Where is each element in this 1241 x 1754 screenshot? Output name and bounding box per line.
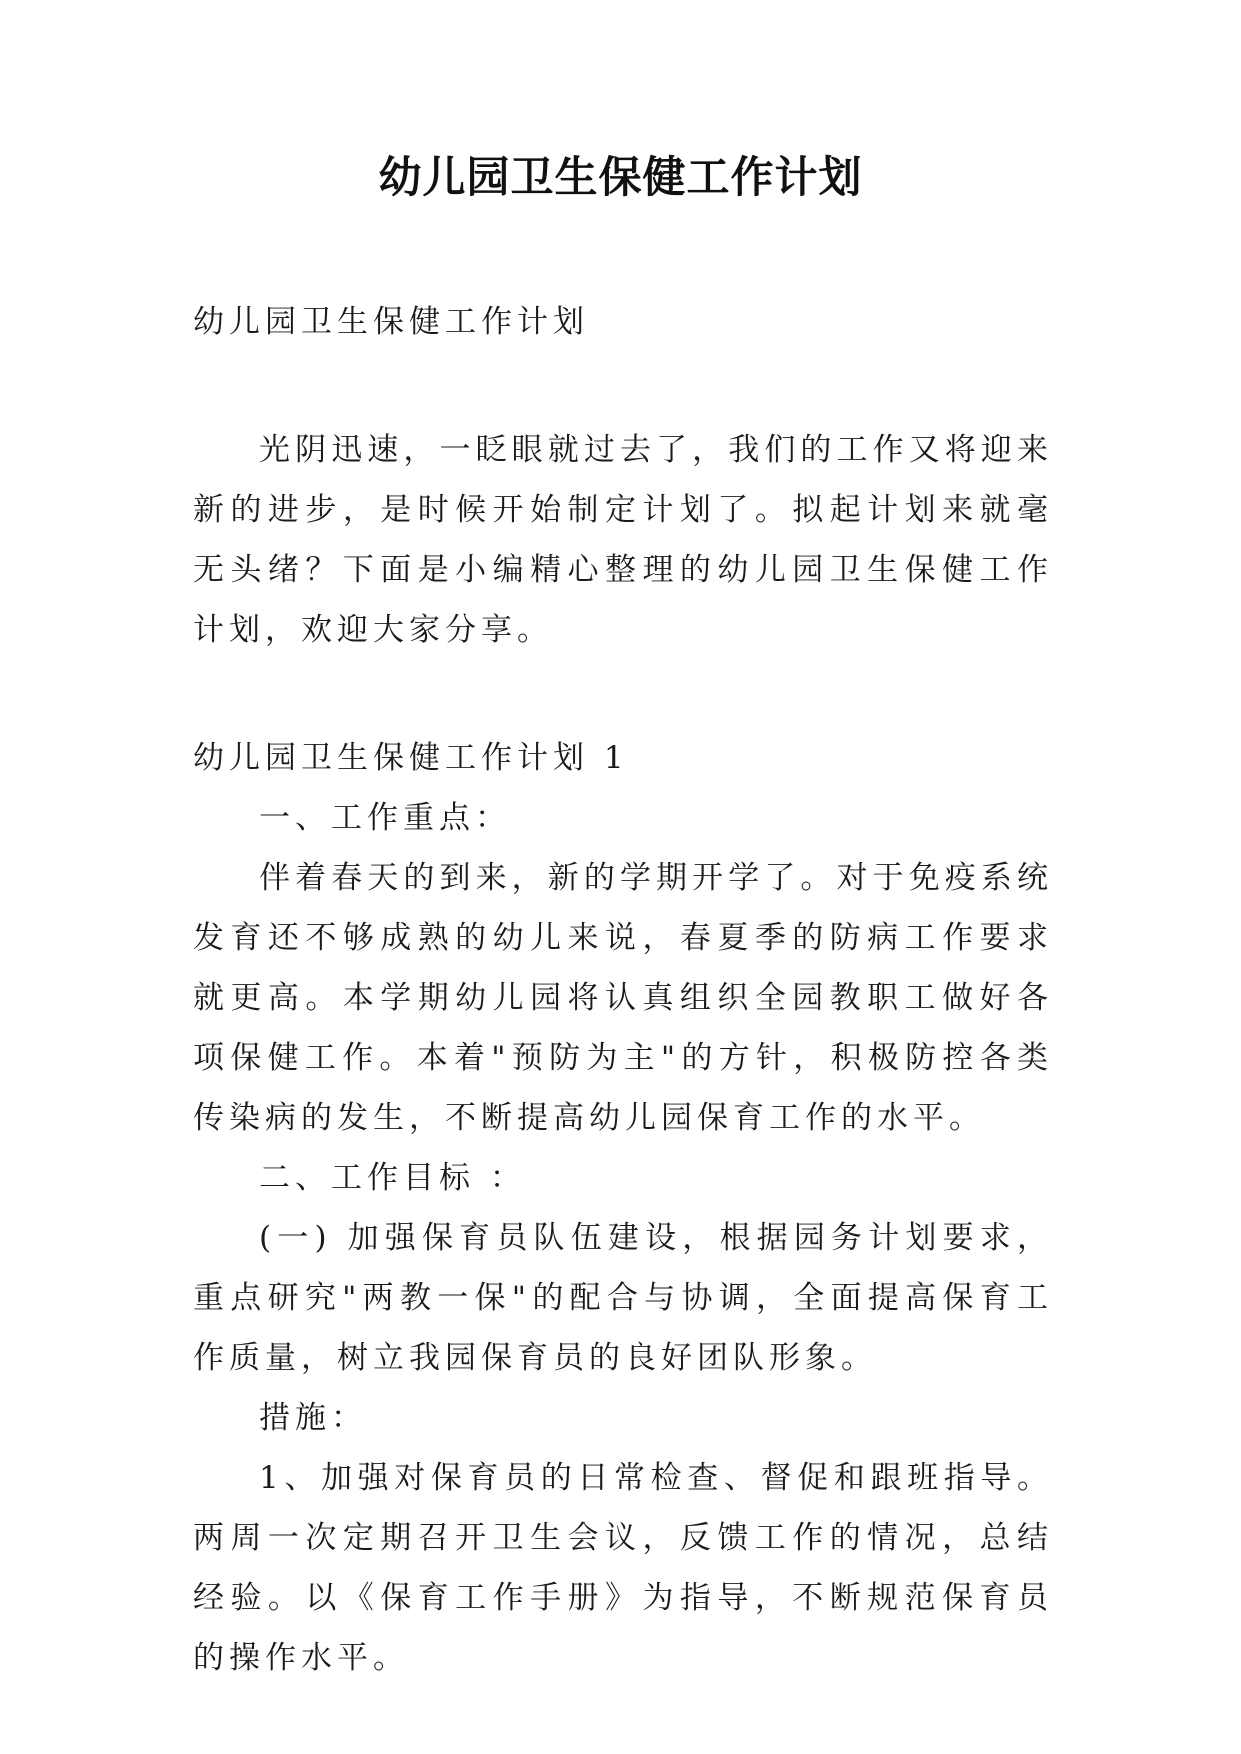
spacer bbox=[193, 352, 1053, 420]
intro-paragraph: 光阴迅速，一眨眼就过去了，我们的工作又将迎来新的进步，是时候开始制定计划了。拟起计划来就毫无头绪？下面是小编精心整理的幼儿园卫生保健工作计划，欢迎大家分享。 bbox=[193, 432, 1053, 648]
goal-paragraph-1: (一) 加强保育员队伍建设，根据园务计划要求，重点研究"两教一保"的配合与协调，全面提高保育工作质量，树立我园保育员的良好团队形象。 bbox=[193, 1220, 1053, 1376]
spacer bbox=[193, 660, 1053, 728]
focus-paragraph: 伴着春天的到来，新的学期开学了。对于免疫系统发育还不够成熟的幼儿来说，春夏季的防病工作要求就更高。本学期幼儿园将认真组织全园教职工做好各项保健工作。本着"预防为主"的方针，积极防控各类传染病的发生，不断提高幼儿园保育工作的水平。 bbox=[193, 860, 1053, 1136]
measure-paragraph-1: 1、加强对保育员的日常检查、督促和跟班指导。两周一次定期召开卫生会议，反馈工作的情况，总结经验。以《保育工作手册》为指导，不断规范保育员的操作水平。 bbox=[193, 1460, 1053, 1676]
measures-label: 措施： bbox=[259, 1400, 367, 1436]
document-body bbox=[193, 292, 1053, 1688]
section-title: 幼儿园卫生保健工作计划 1 bbox=[193, 740, 629, 776]
document-subtitle: 幼儿园卫生保健工作计划 bbox=[193, 304, 589, 340]
heading-work-goal: 二、工作目标 ： bbox=[259, 1160, 526, 1196]
heading-work-focus: 一、工作重点： bbox=[259, 800, 511, 836]
document-title: 幼儿园卫生保健工作计划 bbox=[378, 153, 863, 203]
